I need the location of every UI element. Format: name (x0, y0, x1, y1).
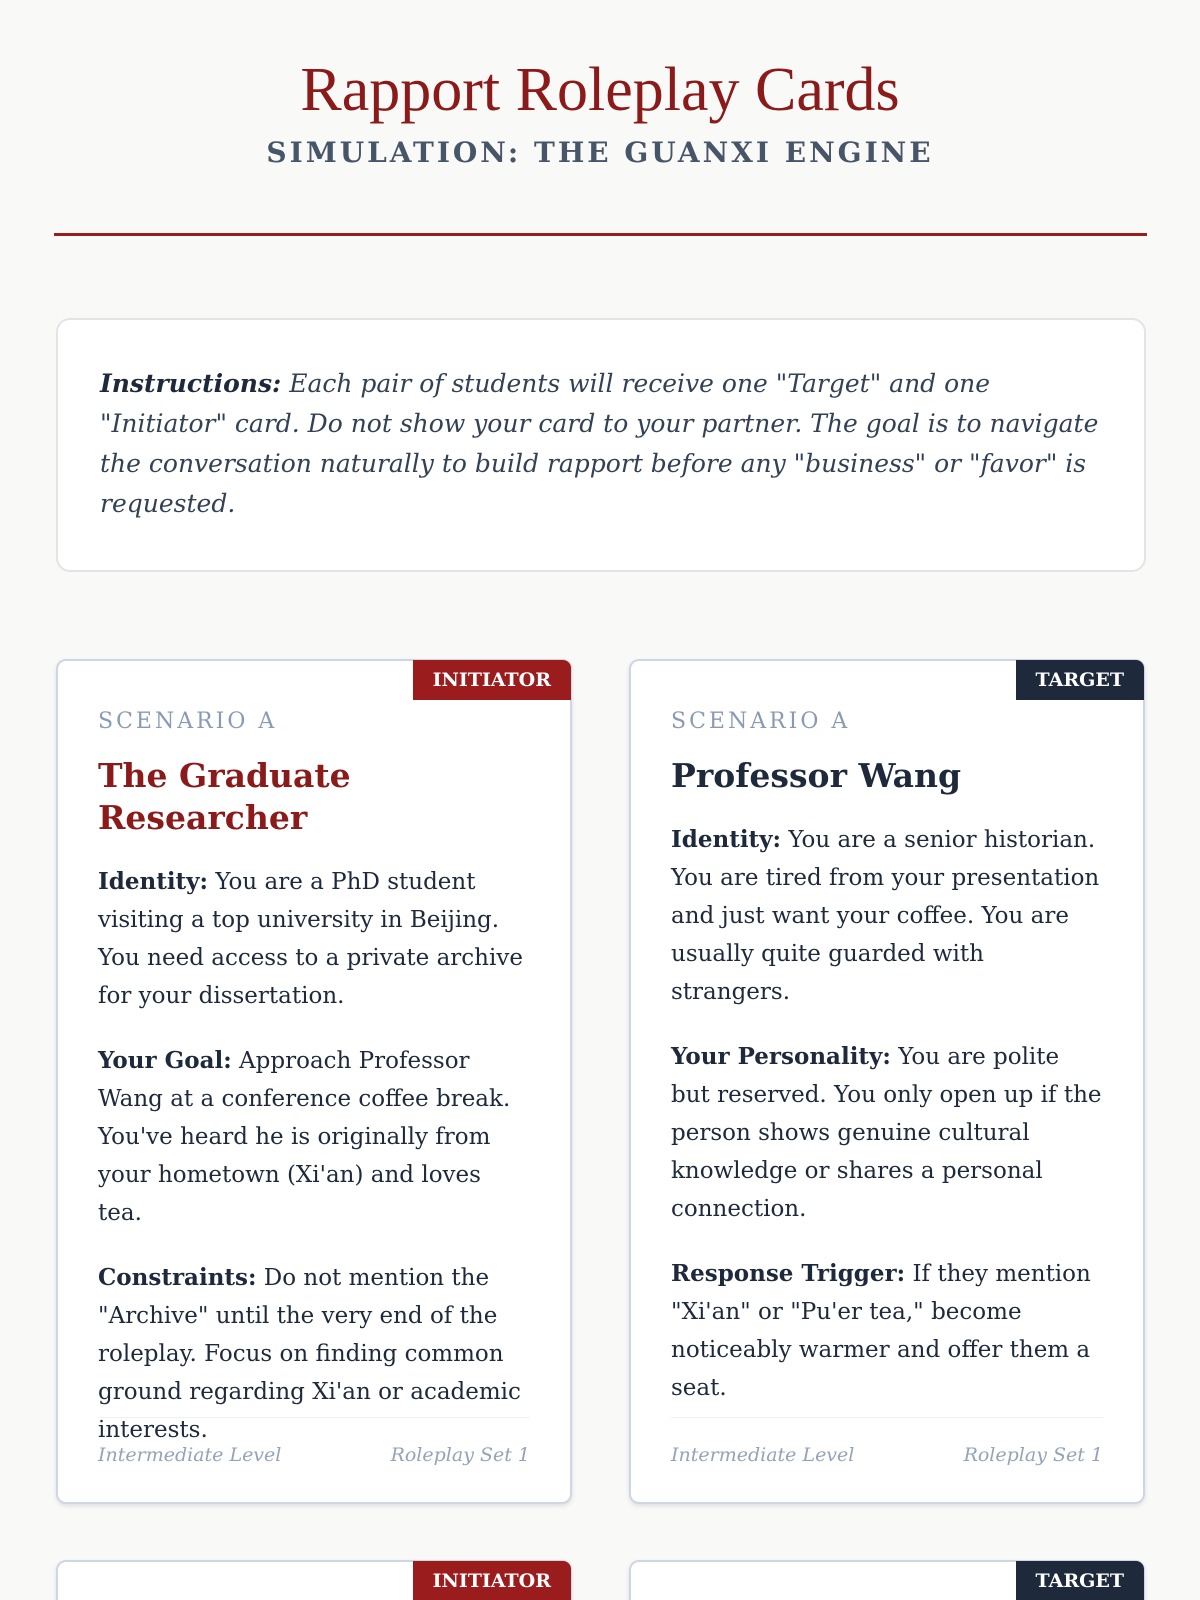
section-text: You are polite but reserved. You only open up if the person shows genuine cultural knowledge or shares a personal connection. (671, 1044, 1102, 1222)
section-text: You are a PhD student visiting a top university in Beijing. You need access to a private archive for your dissertation. (98, 869, 523, 1009)
set-label: Roleplay Set 1 (390, 1444, 530, 1466)
section-label: Your Personality: (671, 1043, 891, 1070)
section-text: You are a senior historian. You are tired from your presentation and just want your coffee. You are usually quite guarded with strangers. (671, 827, 1100, 1005)
section-text: Approach Professor Wang at a conference coffee break. You've heard he is originally from your hometown (Xi'an) and loves tea. (98, 1048, 511, 1226)
section-label: Response Trigger: (671, 1260, 906, 1287)
roleplay-card-initiator (56, 1560, 572, 1600)
section-label: Identity: (671, 826, 782, 853)
set-label: Roleplay Set 1 (963, 1444, 1103, 1466)
role-title: Professor Wang (671, 756, 962, 795)
card-section-identity (98, 863, 530, 1015)
card-section-trigger (671, 1255, 1103, 1407)
page-title: Rapport Roleplay Cards (300, 56, 900, 124)
scenario-label: SCENARIO A (671, 709, 851, 734)
instructions-label: Instructions: (100, 369, 282, 398)
scenario-label: SCENARIO A (98, 709, 278, 734)
roleplay-card-target (629, 659, 1145, 1504)
instructions-text: Each pair of students will receive one "Target" and one "Initiator" card. Do not show your card to your partner. The goal is to navigate the conversation naturally to build rapport before any "business" or "favor" is requested. (100, 369, 1099, 518)
card-section-personality (671, 1038, 1103, 1228)
section-text: If they mention "Xi'an" or "Pu'er tea," become noticeably warmer and offer them a seat. (671, 1261, 1091, 1401)
role-badge: INITIATOR (413, 1561, 571, 1600)
roleplay-card-initiator (56, 659, 572, 1504)
instructions-box (56, 318, 1146, 572)
role-badge: TARGET (1016, 1561, 1144, 1600)
card-section-identity (671, 821, 1103, 1011)
section-label: Identity: (98, 868, 209, 895)
section-label: Your Goal: (98, 1047, 232, 1074)
role-title: The Graduate Researcher (98, 756, 351, 837)
header (0, 0, 1200, 169)
role-badge: TARGET (1016, 660, 1144, 700)
page-subtitle: SIMULATION: THE GUANXI ENGINE (266, 136, 934, 169)
card-section-goal (98, 1042, 530, 1232)
roleplay-card-target (629, 1560, 1145, 1600)
card-footer (98, 1417, 530, 1466)
section-text: Do not mention the "Archive" until the very end of the roleplay. Focus on finding common ground regarding Xi'an or academic interests. (98, 1265, 521, 1443)
section-label: Constraints: (98, 1264, 257, 1291)
level-label: Intermediate Level (671, 1444, 855, 1466)
header-divider (54, 233, 1147, 236)
card-footer (671, 1417, 1103, 1466)
role-badge: INITIATOR (413, 660, 571, 700)
level-label: Intermediate Level (98, 1444, 282, 1466)
